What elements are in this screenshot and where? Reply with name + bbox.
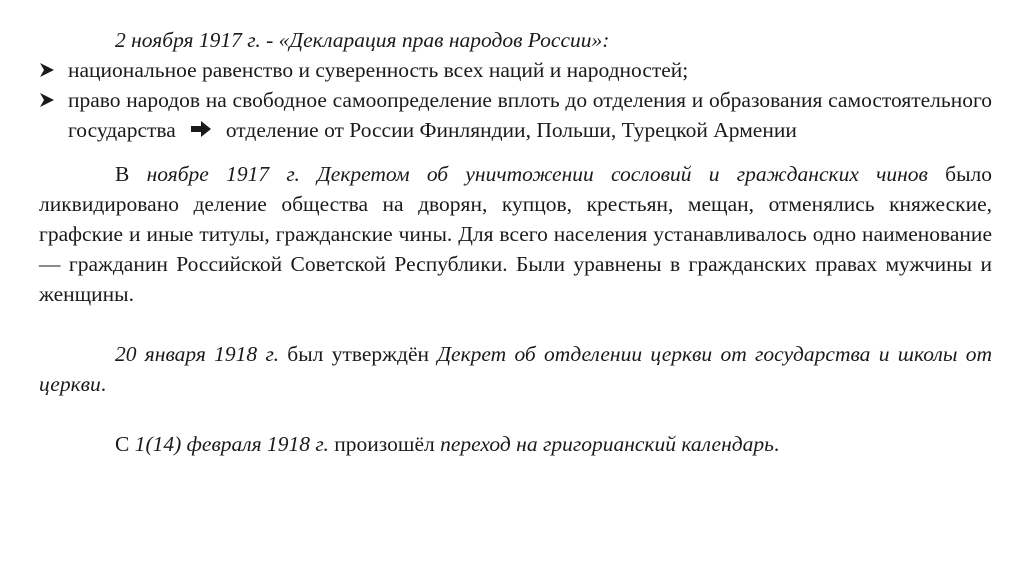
list-item-text: национальное равенство и суверенность всех наций и народностей; <box>68 58 689 82</box>
paragraph-end: . <box>100 372 107 397</box>
declaration-heading: 2 ноября 1917 г. - «Декларация прав народов России»: <box>115 28 610 52</box>
paragraph-lead: С <box>115 432 130 457</box>
paragraph-text: был утверждён <box>287 342 430 367</box>
calendar-paragraph <box>39 429 992 459</box>
arrowhead-bullet-icon <box>39 55 59 85</box>
list-item <box>39 85 992 147</box>
paragraph-text: было ликвидировано деление общества на дворян, купцов, крестьян, мещан, отменялись княжеские, графские и иные титулы, гражданские чины. Для всего населения устанавливалось одно наименование — гражданин Российской Советской Республики. Были уравнены в гражданских правах мужчины и женщины. <box>39 162 993 307</box>
decree-emphasis: ноябре 1917 г. Декретом об уничтожении сословий и гражданских чинов <box>146 162 928 187</box>
decree-emphasis: Декрет об отделении церкви от государства и школы от церкви <box>39 342 993 397</box>
list-item-text: право народов на свободное самоопределение вплоть до отделения и образования самостоятельного государства <box>68 88 992 142</box>
paragraph-text: произошёл <box>334 432 435 457</box>
list-item <box>39 55 992 85</box>
calendar-emphasis: переход на григорианский календарь <box>440 432 774 457</box>
document-page <box>39 25 992 459</box>
declaration-points-list <box>39 55 992 147</box>
paragraph-end: . <box>773 432 780 457</box>
right-arrow-icon <box>190 117 212 147</box>
paragraph-lead: В <box>115 162 130 187</box>
decree-date: 20 января 1918 г. <box>115 342 279 367</box>
church-decree-paragraph <box>39 339 992 399</box>
estates-decree-paragraph <box>39 159 992 309</box>
list-item-text-continuation: отделение от России Финляндии, Польши, Турецкой Армении <box>225 118 797 142</box>
transition-date: 1(14) февраля 1918 г. <box>134 432 329 457</box>
arrowhead-bullet-icon <box>39 85 59 115</box>
